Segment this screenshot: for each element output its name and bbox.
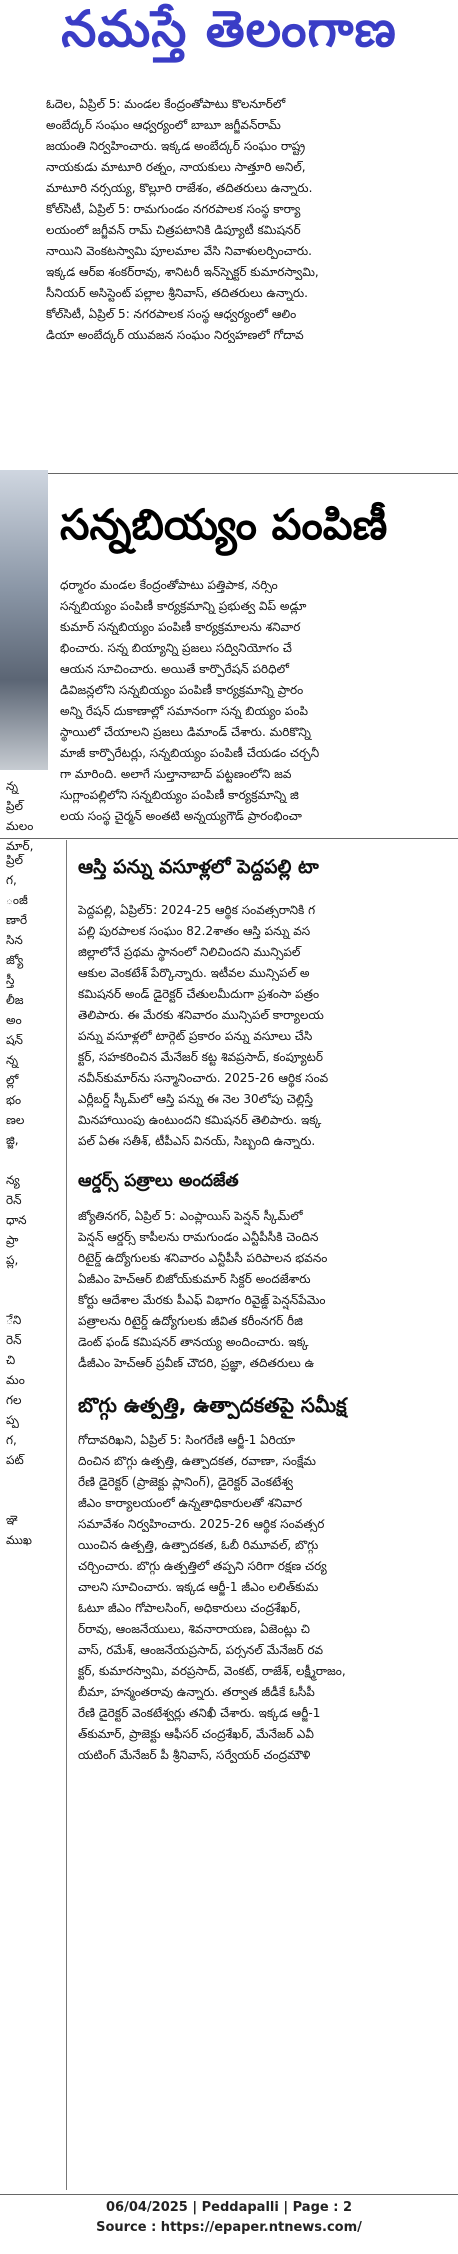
article-line: త్‌కుమార్, ప్రాజెక్టు ఆఫీసర్ చంద్రశేఖర్, మేనేజర్ ఎవీ [78, 1727, 314, 1741]
orders-article-body [78, 1206, 454, 1374]
coal-headline: బొగ్గు ఉత్పత్తి, ఉత్పాదకతపై సమీక్ష [78, 1393, 347, 1417]
fragment-line: ప్రా [6, 1233, 19, 1247]
orders-headline: ఆర్డర్స్ పత్రాలు అందజేత [78, 1171, 239, 1191]
article-line: యించిన ఉత్పత్తి, ఉత్పాదకత, ఓబీ రిమూవల్, బొగ్గు [78, 1538, 319, 1552]
fragment-line: జ్యో [6, 953, 24, 967]
newspaper-title: నమస్తే తెలంగాణ [61, 0, 397, 58]
fragment-line: మలం [6, 819, 34, 833]
rice-headline: సన్నబియ్యం పంపిణీ [60, 500, 388, 549]
fragment-line: భం [6, 1093, 22, 1107]
fragment-line [0, 1270, 60, 1290]
article-line: ర్‌రావు, ఆంజనేయులు, శివనారాయణ, ఏజెంట్లు చి [78, 1622, 310, 1636]
article-line: పెన్షన్ ఆర్డర్స్ కాపీలను రామగుండం ఎన్టీపీసీకి చెందిన [78, 1230, 319, 1244]
fragment-line: ణారే [6, 913, 28, 927]
fragment-line: స్తీ [6, 973, 15, 987]
fragment-line: న్య [6, 1173, 20, 1187]
article-line: మినహాయింపు ఉంటుందని కమిషనర్ తెలిపారు. ఇక్క [78, 1113, 322, 1127]
article-line: పల్లి పురపాలక సంఘం 82.2శాతం ఆస్తి పన్ను వస [78, 924, 311, 938]
fragment-line: మం [6, 1373, 25, 1387]
column-divider [66, 840, 67, 2190]
article-line: జ్యోతినగర్, ఏప్రిల్ 5: ఎంప్లాయిస్ పెన్షన్ స్కీమ్‌లో [78, 1209, 303, 1223]
article-line: జిల్లాలోనే ప్రథమ స్థానంలో నిలిచిందని మున్సిపల్ [78, 945, 301, 959]
article-line: చర్చించారు. బొగ్గు ఉత్పత్తిలో తప్పని సరిగా రక్షణ చర్య [78, 1559, 327, 1573]
article-line: ఓటూ జీఎం గోపాలసింగ్, అధికారులు చంద్రశేఖర్, [78, 1601, 301, 1615]
article-line: అన్ని రేషన్ దుకాణాల్లో సమానంగా సన్న బియ్యం పంపి [60, 704, 309, 718]
tax-headline: ఆస్తి పన్ను వసూళ్లలో పెద్దపల్లి టా [78, 856, 319, 878]
article-line: భించారు. సన్న బియ్యాన్ని ప్రజలు సద్వినియోగం చే [60, 641, 292, 655]
fragment-line: ముఖ [6, 1533, 32, 1547]
article-line: డివిజన్లలోని సన్నబియ్యం పంపిణీ కార్యక్రమాన్ని ప్రారం [60, 683, 304, 697]
article-line: కోల్‌సిటీ, ఏప్రిల్ 5: నగరపాలక సంస్థ ఆధ్వర్యంలో ఆలిం [46, 307, 297, 321]
article-line: సమావేశం నిర్వహించారు. 2025-26 ఆర్థిక సంవత్సర [78, 1517, 325, 1531]
article-line: లయ సంస్థ చైర్మన్ అంతటి అన్నయ్యగౌడ్ ప్రారంభించా [60, 809, 302, 823]
article-line: పన్ను వసూళ్లలో టార్గెట్ ప్రకారం పన్ను వసూలు చేసి [78, 1029, 313, 1043]
fragment-line: న్న [6, 1053, 18, 1067]
article-line: ఎర్లీబర్డ్ స్కీమ్‌లో ఆస్తి పన్ను ఈ నెల 30లోపు చెల్లిస్తే [78, 1092, 314, 1106]
article-line: మాజీ కార్పొరేటర్లు, సన్నబియ్యం పంపిణీ చేయడం చర్చనీ [60, 746, 320, 760]
article-line: డియా అంబేద్కర్ యువజన సంఘం నిర్వహణలో గోదావ [46, 328, 304, 342]
fragment-line [0, 1150, 60, 1170]
article-line: జయంతి నిర్వహించారు. ఇక్కడ అంబేద్కర్ సంఘం రాష్ట్ర [46, 139, 306, 153]
article-line: ఆకుల వెంకటేశ్ పేర్కొన్నారు. ఇటీవల మున్సిపల్ అ [78, 966, 310, 980]
article-line: పల్ ఏఈ సతీశ్, టీపీఎస్ వినయ్, సిబ్బంది ఉన్నారు. [78, 1134, 316, 1148]
rice-article [0, 575, 458, 827]
fragment-line: పట్ [6, 1453, 24, 1467]
fragment-line [0, 1470, 60, 1490]
article-line: కమిషనర్ అండ్ డైరెక్టర్ చేతులమీదుగా ప్రశంసా పత్రం [78, 987, 320, 1001]
coal-article-body [78, 1430, 454, 1766]
article-line: నాయకుడు మాటూరి రత్నం, నాయకులు సాత్తూరి అనిల్, [46, 160, 306, 174]
fragment-line: ంజీ [6, 893, 28, 907]
article-line: యటింగ్ మేనేజర్ పీ శ్రీనివాస్, సర్వేయర్ చంద్రమౌళి [78, 1748, 311, 1762]
article-line: పత్రాలను రిటైర్డ్ ఉద్యోగులకు జీవిత కరీంనగర్ రీజి [78, 1314, 303, 1328]
fragment-line [0, 1550, 60, 1570]
divider [0, 838, 458, 839]
article-line: ఆయన సూచించారు. అయితే కార్పొరేషన్ పరిధిలో [60, 662, 289, 676]
article-line: చాలని సూచించారు. ఇక్కడ ఆర్జీ-1 జీఎం లలిత్‌కుమ [78, 1580, 319, 1594]
article-line: ధర్మారం మండల కేంద్రంతోపాటు పత్తిపాక, నర్సిం [60, 578, 278, 592]
fragment-line: షన్ [6, 1033, 23, 1047]
article-line: దించిన బొగ్గు ఉత్పత్తి, ఉత్పాదకత, రవాణా, సంక్షేమ [78, 1454, 316, 1468]
fragment-line: గ, [6, 1433, 17, 1447]
article-line: కుమార్ సన్నబియ్యం పంపిణీ కార్యక్రమాలను శనివార [60, 620, 301, 634]
article-line: జీఎం కార్యాలయంలో ఉన్నతాధికారులతో శనివార [78, 1496, 303, 1510]
fragment-line: ల్లో [6, 1073, 19, 1087]
masthead [0, 0, 458, 70]
article-line: క్టర్, కుమారస్వామి, వరప్రసాద్, వెంకట్, రాజేశ్, లక్ష్మీరాజం, [78, 1664, 346, 1678]
fragment-line: న్న [6, 779, 18, 793]
article-line: ఏజీఎం హెచ్‌ఆర్ బిజోయ్‌కుమార్ సిక్దర్ అందజేశారు [78, 1272, 311, 1286]
fragment-line: మార్, [6, 839, 34, 853]
article-line: నవీన్‌కుమార్‌ను సన్మానించారు. 2025-26 ఆర్థిక సంవ [78, 1071, 329, 1085]
article-line: పెద్దపల్లి, ఏప్రిల్5: 2024-25 ఆర్థిక సంవత్సరానికి గ [78, 903, 316, 917]
article-line: తెలిపారు. ఈ మేరకు శనివారం మున్సిపల్ కార్యాలయ [78, 1008, 324, 1022]
article-line: బీమా, హన్మంతరావు ఉన్నారు. తర్వాత జీడీకే ఓసీపీ [78, 1685, 315, 1699]
article-line: గోదావరిఖని, ఏప్రిల్ 5: సింగరేణి ఆర్జీ-1 ఏరియా [78, 1433, 296, 1447]
article-line: సుగ్లాంపల్లిలోని సన్నబియ్యం పంపిణీ కార్యక్రమాన్ని జి [60, 788, 299, 802]
tax-article-body [78, 900, 454, 1152]
fragment-line [0, 1570, 60, 1590]
article-line: కోర్టు ఆదేశాల మేరకు పీఎఫ్ విభాగం రివైజ్డ్ పెన్షన్‌పేమెం [78, 1293, 326, 1307]
article-line: రేణి డైరెక్టర్ (ప్రాజెక్టు ప్లానింగ్), డైరెక్టర్ వెంకటేశ్వ [78, 1475, 294, 1489]
article-line: లయంలో జగ్జీవన్ రామ్ చిత్రపటానికి డిప్యూటీ కమిషనర్ [46, 223, 301, 237]
fragment-line: గ, [6, 873, 17, 887]
fragment-line: చి [6, 1353, 16, 1367]
fragment-line: సిన [6, 933, 23, 947]
fragment-line: గల [6, 1393, 22, 1407]
fragment-line: జ్జి, [6, 1133, 19, 1147]
article-line: అంబేద్కర్ సంఘం ఆధ్వర్యంలో బాబూ జగ్జీవన్‌రామ్ [46, 118, 281, 132]
fragment-line: ప్రిల్ [6, 799, 24, 813]
fragment-line: ణల [6, 1113, 25, 1127]
fragment-line: ప్ప [6, 1413, 19, 1427]
left-column-fragments [0, 850, 60, 1610]
article-line: క్టర్, సహకరించిన మేనేజర్ కట్ట శివప్రసాద్, కంప్యూటర్ [78, 1050, 324, 1064]
article-line: డీజీఎం హెచ్‌ఆర్ ప్రవీణ్ చౌదరి, ప్రజ్ఞా, తదితరులు ఉ [78, 1356, 315, 1370]
fragment-line: రెన్ [6, 1193, 22, 1207]
fragment-line: అం [6, 1013, 22, 1027]
fragment-line [0, 1590, 60, 1610]
top-article [0, 94, 458, 346]
rice-left-fragments [0, 776, 60, 856]
fragment-line: ఞె [6, 1513, 18, 1527]
divider [0, 2194, 458, 2195]
article-line: ఇక్కడ ఆర్‌ఐ శంకర్‌రావు, శానిటరీ ఇన్‌స్పెక్టర్ కుమారస్వామి, [46, 265, 319, 279]
article-line: కోల్‌సిటీ, ఏప్రిల్ 5: రామగుండం నగరపాలక సంస్థ కార్యా [46, 202, 301, 216]
article-line: వాస్, రమేశ్, ఆంజనేయప్రసాద్, పర్సనల్ మేనేజర్ రవ [78, 1643, 324, 1657]
article-line: నాయిని వెంకటస్వామి పూలమాల వేసి నివాళులర్పించారు. [46, 244, 312, 258]
fragment-line [0, 1290, 60, 1310]
fragment-line: ప్ల, [6, 1253, 19, 1267]
fragment-line: లీజ [6, 993, 24, 1007]
article-line: ఓదెల, ఏప్రిల్ 5: మండల కేంద్రంతోపాటు కొలనూర్‌లో [46, 97, 286, 111]
article-line: సీనియర్ అసిస్టెంట్ పల్లాల శ్రీనివాస్, తదితరులు ఉన్నారు. [46, 286, 308, 300]
divider [0, 473, 458, 474]
article-line: రిటైర్డ్ ఉద్యోగులకు శనివారం ఎన్టీపీసీ పరిపాలన భవనం [78, 1251, 328, 1265]
article-line: సన్నబియ్యం పంపిణీ కార్యక్రమాన్ని ప్రభుత్వ విప్ అడ్లూ [60, 599, 307, 613]
fragment-line: ప్రిల్ [6, 853, 24, 867]
footer-source-line: Source : https://epaper.ntnews.com/ [96, 2220, 362, 2235]
fragment-line: రెన్ [6, 1333, 22, 1347]
article-line: మాటూరి నర్సయ్య, కొల్లూరి రాజేశం, తదితరులు ఉన్నారు. [46, 181, 313, 195]
fragment-line: ేని [6, 1313, 22, 1327]
fragment-line: ధాన [6, 1213, 27, 1227]
article-line: రేణి డైరెక్టర్ వెంకటేశ్వర్లు తనిఖీ చేశారు. ఇక్కడ ఆర్జీ-1 [78, 1706, 321, 1720]
article-line: గా మారింది. అలాగే సుల్తానాబాద్ పట్టణంలోని జవ [60, 767, 292, 781]
fragment-line [0, 1490, 60, 1510]
article-line: డెంట్ ఫండ్ కమిషనర్ తానయ్య అందించారు. ఇక్క [78, 1335, 309, 1349]
article-line: స్థాయిలో చేయాలని ప్రజలు డిమాండ్ చేశారు. మరికొన్ని [60, 725, 311, 739]
footer-date-line: 06/04/2025 | Peddapalli | Page : 2 [105, 2200, 352, 2215]
